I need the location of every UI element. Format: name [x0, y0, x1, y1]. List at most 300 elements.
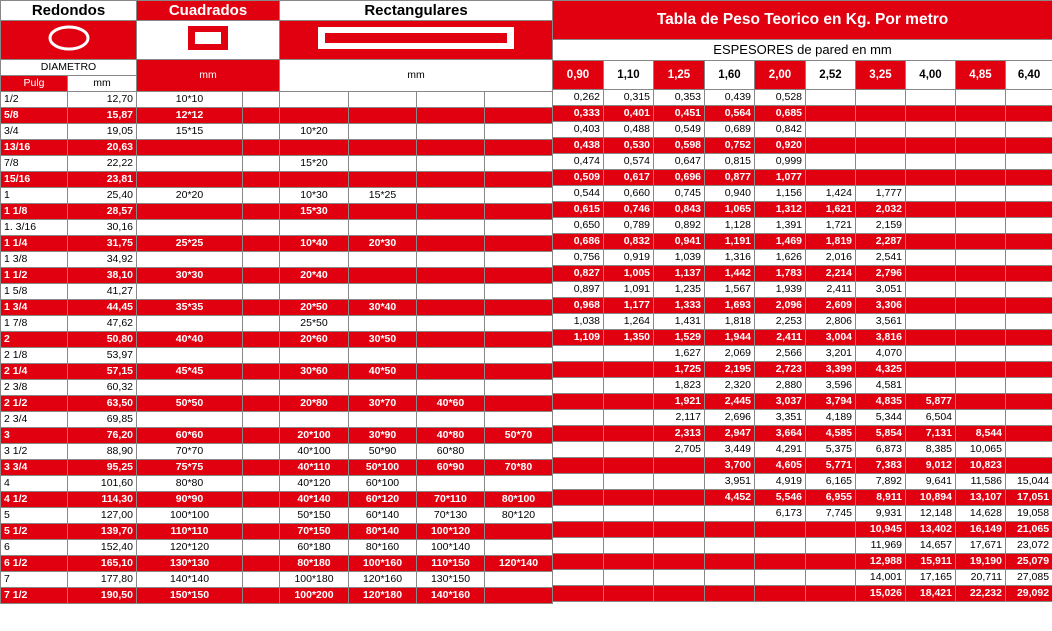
weight-cell: 2,117 — [654, 410, 705, 426]
square-size-cell — [137, 252, 243, 268]
rect-size-cell — [417, 236, 485, 252]
rect-size-cell — [280, 284, 349, 300]
profile-row — [1, 124, 553, 140]
square-size-cell — [137, 220, 243, 236]
weight-cell: 2,253 — [755, 314, 806, 330]
weight-cell — [604, 426, 654, 442]
weight-cell: 2,159 — [856, 218, 906, 234]
rect-size-cell: 70*80 — [485, 460, 553, 476]
square-spacer-cell — [243, 396, 280, 412]
weight-cell — [604, 522, 654, 538]
weight-cell — [1006, 330, 1052, 346]
weight-row — [553, 586, 1052, 602]
rect-size-cell: 50*150 — [280, 508, 349, 524]
rect-size-cell: 80*140 — [349, 524, 417, 540]
weight-cell: 1,128 — [705, 218, 755, 234]
weight-cell: 1,431 — [654, 314, 705, 330]
weight-cell — [906, 346, 956, 362]
pulg-cell: 7 — [1, 572, 68, 588]
weight-cell: 4,919 — [755, 474, 806, 490]
weight-cell — [1006, 298, 1052, 314]
square-spacer-cell — [243, 92, 280, 108]
square-spacer-cell — [243, 524, 280, 540]
weight-cell: 0,315 — [604, 90, 654, 106]
diameter-mm-cell: 25,40 — [68, 188, 137, 204]
rect-size-cell — [485, 188, 553, 204]
diameter-mm-cell: 47,62 — [68, 316, 137, 332]
weight-cell — [806, 90, 856, 106]
profile-row — [1, 236, 553, 252]
weight-cell — [906, 186, 956, 202]
rect-size-cell: 20*50 — [280, 300, 349, 316]
weight-cell: 10,894 — [906, 490, 956, 506]
rect-size-cell — [417, 140, 485, 156]
weight-cell — [956, 154, 1006, 170]
rect-size-cell — [349, 172, 417, 188]
weight-row — [553, 346, 1052, 362]
square-mm-label: mm — [137, 60, 280, 92]
square-size-cell: 50*50 — [137, 396, 243, 412]
square-spacer-cell — [243, 300, 280, 316]
rect-size-cell — [349, 156, 417, 172]
rect-size-cell: 10*20 — [280, 124, 349, 140]
rect-size-cell — [485, 252, 553, 268]
pulg-cell: 5 1/2 — [1, 524, 68, 540]
square-spacer-cell — [243, 252, 280, 268]
rect-size-cell — [485, 236, 553, 252]
weight-cell: 2,313 — [654, 426, 705, 442]
weight-cell: 23,072 — [1006, 538, 1052, 554]
rect-size-cell — [417, 124, 485, 140]
rect-size-cell: 120*160 — [349, 572, 417, 588]
weight-cell — [654, 458, 705, 474]
rect-size-cell — [485, 476, 553, 492]
weight-cell — [553, 538, 604, 554]
weight-cell — [956, 218, 1006, 234]
weight-cell: 3,449 — [705, 442, 755, 458]
weight-cell — [806, 554, 856, 570]
weight-cell: 2,445 — [705, 394, 755, 410]
weight-cell: 0,647 — [654, 154, 705, 170]
weight-cell — [553, 506, 604, 522]
weight-cell — [956, 250, 1006, 266]
weight-cell: 12,988 — [856, 554, 906, 570]
rect-size-cell — [417, 268, 485, 284]
weight-cell — [956, 362, 1006, 378]
weight-cell — [806, 586, 856, 602]
square-spacer-cell — [243, 460, 280, 476]
weight-cell: 4,189 — [806, 410, 856, 426]
square-size-cell — [137, 140, 243, 156]
weight-cell: 0,968 — [553, 298, 604, 314]
weight-cell: 3,561 — [856, 314, 906, 330]
profile-row — [1, 412, 553, 428]
weight-cell: 1,156 — [755, 186, 806, 202]
weight-cell: 1,567 — [705, 282, 755, 298]
weight-cell: 0,564 — [705, 106, 755, 122]
rect-mm-label: mm — [280, 60, 553, 92]
weight-cell — [1006, 426, 1052, 442]
rect-size-cell — [417, 364, 485, 380]
thickness-header-1-25: 1,25 — [654, 61, 705, 90]
profile-row — [1, 300, 553, 316]
profile-row — [1, 156, 553, 172]
rect-size-cell: 120*180 — [349, 588, 417, 604]
profile-row — [1, 92, 553, 108]
weight-cell: 15,026 — [856, 586, 906, 602]
thickness-header-4-85: 4,85 — [956, 61, 1006, 90]
pulg-cell: 4 1/2 — [1, 492, 68, 508]
rect-size-cell — [485, 156, 553, 172]
pulg-cell: 2 1/2 — [1, 396, 68, 412]
weight-cell: 0,528 — [755, 90, 806, 106]
weight-row — [553, 314, 1052, 330]
rect-size-cell: 80*120 — [485, 508, 553, 524]
weight-cell — [906, 282, 956, 298]
weight-cell: 2,096 — [755, 298, 806, 314]
weight-cell: 2,806 — [806, 314, 856, 330]
weight-cell — [856, 90, 906, 106]
diameter-mm-cell: 31,75 — [68, 236, 137, 252]
rect-size-cell — [349, 92, 417, 108]
rect-size-cell: 30*70 — [349, 396, 417, 412]
weight-cell: 0,488 — [604, 122, 654, 138]
weight-cell — [1006, 218, 1052, 234]
weight-cell — [906, 234, 956, 250]
rect-size-cell — [349, 268, 417, 284]
square-spacer-cell — [243, 444, 280, 460]
weight-cell: 2,016 — [806, 250, 856, 266]
weight-cell: 18,421 — [906, 586, 956, 602]
weight-cell — [604, 410, 654, 426]
pulg-cell: 3 1/2 — [1, 444, 68, 460]
weight-cell: 2,541 — [856, 250, 906, 266]
pulg-cell: 2 1/4 — [1, 364, 68, 380]
weight-row — [553, 570, 1052, 586]
weight-cell — [553, 378, 604, 394]
weight-cell — [956, 202, 1006, 218]
weight-row — [553, 234, 1052, 250]
diameter-mm-cell: 19,05 — [68, 124, 137, 140]
weight-cell — [956, 170, 1006, 186]
weight-cell: 11,586 — [956, 474, 1006, 490]
square-size-cell — [137, 380, 243, 396]
rect-size-cell: 40*100 — [280, 444, 349, 460]
square-spacer-cell — [243, 284, 280, 300]
diameter-mm-cell: 95,25 — [68, 460, 137, 476]
rect-size-cell: 15*30 — [280, 204, 349, 220]
square-size-cell — [137, 204, 243, 220]
weight-cell: 1,627 — [654, 346, 705, 362]
cuadrados-header: Cuadrados — [137, 1, 280, 21]
square-spacer-cell — [243, 204, 280, 220]
rect-size-cell: 20*100 — [280, 428, 349, 444]
weight-cell — [654, 490, 705, 506]
square-size-cell: 20*20 — [137, 188, 243, 204]
weight-cell — [906, 154, 956, 170]
weight-cell — [806, 154, 856, 170]
weight-cell: 0,919 — [604, 250, 654, 266]
square-size-cell: 30*30 — [137, 268, 243, 284]
weight-cell — [906, 266, 956, 282]
diameter-mm-cell: 127,00 — [68, 508, 137, 524]
rect-size-cell — [417, 300, 485, 316]
profile-row — [1, 396, 553, 412]
weight-cell — [1006, 346, 1052, 362]
weight-cell: 14,657 — [906, 538, 956, 554]
square-size-cell: 120*120 — [137, 540, 243, 556]
weight-cell — [755, 538, 806, 554]
thickness-header-1-10: 1,10 — [604, 61, 654, 90]
weight-cell: 10,823 — [956, 458, 1006, 474]
pulg-cell: 3 — [1, 428, 68, 444]
weight-cell: 0,746 — [604, 202, 654, 218]
thickness-header-6-40: 6,40 — [1006, 61, 1052, 90]
rect-size-cell: 110*150 — [417, 556, 485, 572]
weight-cell — [553, 394, 604, 410]
weight-cell: 1,693 — [705, 298, 755, 314]
square-spacer-cell — [243, 316, 280, 332]
weight-row — [553, 426, 1052, 442]
rect-size-cell — [485, 316, 553, 332]
profiles-body — [1, 92, 553, 604]
weight-cell: 0,940 — [705, 186, 755, 202]
weight-cell: 7,383 — [856, 458, 906, 474]
weight-cell: 1,777 — [856, 186, 906, 202]
rect-size-cell — [280, 140, 349, 156]
weight-cell — [604, 394, 654, 410]
weight-cell — [956, 234, 1006, 250]
rect-size-cell — [417, 156, 485, 172]
profile-row — [1, 284, 553, 300]
weight-cell — [906, 90, 956, 106]
weight-cell: 4,070 — [856, 346, 906, 362]
rect-size-cell — [349, 220, 417, 236]
profile-row — [1, 492, 553, 508]
rect-size-cell: 20*40 — [280, 268, 349, 284]
weight-cell: 0,660 — [604, 186, 654, 202]
rect-size-cell: 120*140 — [485, 556, 553, 572]
square-size-cell — [137, 284, 243, 300]
rect-size-cell: 70*110 — [417, 492, 485, 508]
weight-cell: 0,333 — [553, 106, 604, 122]
weight-cell — [604, 458, 654, 474]
pulg-cell: 2 — [1, 332, 68, 348]
pulg-cell: 4 — [1, 476, 68, 492]
profile-row — [1, 220, 553, 236]
square-size-cell — [137, 316, 243, 332]
weights-table — [552, 0, 1052, 602]
weight-cell: 0,401 — [604, 106, 654, 122]
square-spacer-cell — [243, 508, 280, 524]
weight-row — [553, 106, 1052, 122]
square-size-cell: 10*10 — [137, 92, 243, 108]
weight-cell: 1,235 — [654, 282, 705, 298]
rect-size-cell: 10*30 — [280, 188, 349, 204]
profile-row — [1, 332, 553, 348]
square-size-cell — [137, 156, 243, 172]
weight-cell: 0,756 — [553, 250, 604, 266]
rect-size-cell — [280, 252, 349, 268]
profile-row — [1, 316, 553, 332]
diameter-mm-cell: 139,70 — [68, 524, 137, 540]
weight-cell — [856, 170, 906, 186]
rect-size-cell: 20*60 — [280, 332, 349, 348]
weight-cell — [906, 138, 956, 154]
rect-size-cell — [485, 172, 553, 188]
pulg-cell: 7/8 — [1, 156, 68, 172]
square-size-cell: 75*75 — [137, 460, 243, 476]
weight-cell: 9,012 — [906, 458, 956, 474]
rect-size-cell: 30*90 — [349, 428, 417, 444]
weight-cell — [806, 538, 856, 554]
weight-row — [553, 458, 1052, 474]
weight-cell: 5,344 — [856, 410, 906, 426]
weight-cell: 0,353 — [654, 90, 705, 106]
square-size-cell — [137, 348, 243, 364]
weight-row — [553, 362, 1052, 378]
rect-size-cell: 15*25 — [349, 188, 417, 204]
weight-cell: 13,402 — [906, 522, 956, 538]
weight-cell: 1,529 — [654, 330, 705, 346]
rect-size-cell — [280, 412, 349, 428]
weight-cell: 1,038 — [553, 314, 604, 330]
weight-cell — [553, 458, 604, 474]
rect-size-cell — [280, 348, 349, 364]
weight-cell — [906, 106, 956, 122]
weight-cell — [956, 186, 1006, 202]
rect-size-cell: 50*90 — [349, 444, 417, 460]
weight-cell: 3,351 — [755, 410, 806, 426]
thickness-header-1-60: 1,60 — [705, 61, 755, 90]
weight-cell — [1006, 122, 1052, 138]
pulg-cell: 1 3/4 — [1, 300, 68, 316]
weight-cell — [856, 106, 906, 122]
weight-cell: 1,626 — [755, 250, 806, 266]
weight-cell: 1,091 — [604, 282, 654, 298]
profile-row — [1, 460, 553, 476]
diameter-mm-cell: 60,32 — [68, 380, 137, 396]
weight-cell: 2,705 — [654, 442, 705, 458]
diameter-mm-cell: 23,81 — [68, 172, 137, 188]
weight-cell — [553, 410, 604, 426]
diameter-mm-cell: 190,50 — [68, 588, 137, 604]
weight-cell: 4,325 — [856, 362, 906, 378]
rect-size-cell — [485, 396, 553, 412]
weight-cell: 13,107 — [956, 490, 1006, 506]
weight-cell: 3,004 — [806, 330, 856, 346]
weight-cell — [956, 122, 1006, 138]
weight-cell: 22,232 — [956, 586, 1006, 602]
weight-cell: 0,262 — [553, 90, 604, 106]
weight-cell: 4,585 — [806, 426, 856, 442]
profile-row — [1, 380, 553, 396]
square-spacer-cell — [243, 556, 280, 572]
rect-size-cell: 80*180 — [280, 556, 349, 572]
square-size-cell: 45*45 — [137, 364, 243, 380]
pulg-cell: 2 1/8 — [1, 348, 68, 364]
square-spacer-cell — [243, 428, 280, 444]
weight-cell: 2,723 — [755, 362, 806, 378]
weight-cell: 16,149 — [956, 522, 1006, 538]
weight-cell: 2,411 — [806, 282, 856, 298]
diameter-mm-cell: 38,10 — [68, 268, 137, 284]
weight-cell — [604, 378, 654, 394]
pulg-label: Pulg — [1, 76, 68, 92]
rect-size-cell: 70*130 — [417, 508, 485, 524]
profile-row — [1, 140, 553, 156]
diameter-mm-cell: 69,85 — [68, 412, 137, 428]
weight-cell: 3,306 — [856, 298, 906, 314]
rect-size-cell — [485, 524, 553, 540]
square-size-cell — [137, 172, 243, 188]
diameter-mm-cell: 101,60 — [68, 476, 137, 492]
weight-cell: 1,109 — [553, 330, 604, 346]
diameter-mm-cell: 12,70 — [68, 92, 137, 108]
weight-cell: 0,686 — [553, 234, 604, 250]
weight-cell: 2,880 — [755, 378, 806, 394]
weight-cell: 0,843 — [654, 202, 705, 218]
pulg-cell: 1 1/8 — [1, 204, 68, 220]
weight-cell: 15,911 — [906, 554, 956, 570]
rect-size-cell: 70*150 — [280, 524, 349, 540]
weight-cell: 0,544 — [553, 186, 604, 202]
rect-size-cell: 100*140 — [417, 540, 485, 556]
pulg-cell: 1 5/8 — [1, 284, 68, 300]
weight-cell: 1,819 — [806, 234, 856, 250]
weight-cell: 2,411 — [755, 330, 806, 346]
rect-size-cell — [485, 124, 553, 140]
weight-row — [553, 442, 1052, 458]
weight-cell: 8,911 — [856, 490, 906, 506]
pulg-cell: 1/2 — [1, 92, 68, 108]
weight-cell — [604, 490, 654, 506]
square-spacer-cell — [243, 492, 280, 508]
weight-cell — [1006, 410, 1052, 426]
rect-size-cell — [485, 332, 553, 348]
weight-cell — [856, 154, 906, 170]
weight-cell — [1006, 186, 1052, 202]
rect-size-cell: 80*100 — [485, 492, 553, 508]
weight-cell: 0,474 — [553, 154, 604, 170]
weight-cell — [1006, 282, 1052, 298]
rect-size-cell: 30*40 — [349, 300, 417, 316]
weight-cell — [553, 490, 604, 506]
weight-cell — [956, 90, 1006, 106]
diameter-mm-cell: 63,50 — [68, 396, 137, 412]
weight-cell — [1006, 250, 1052, 266]
weight-cell: 2,069 — [705, 346, 755, 362]
profile-row — [1, 572, 553, 588]
rectangular-tube-icon — [280, 21, 553, 60]
weight-cell: 1,818 — [705, 314, 755, 330]
diameter-mm-cell: 53,97 — [68, 348, 137, 364]
weight-cell: 0,999 — [755, 154, 806, 170]
weight-cell — [705, 506, 755, 522]
weight-cell — [806, 138, 856, 154]
rect-size-cell: 20*80 — [280, 396, 349, 412]
weight-cell: 3,399 — [806, 362, 856, 378]
weight-cell: 12,148 — [906, 506, 956, 522]
weight-cell: 0,530 — [604, 138, 654, 154]
rect-size-cell: 20*30 — [349, 236, 417, 252]
weight-row — [553, 282, 1052, 298]
diameter-mm-cell: 41,27 — [68, 284, 137, 300]
rect-size-cell — [349, 412, 417, 428]
rect-size-cell — [349, 380, 417, 396]
rect-size-cell — [485, 108, 553, 124]
rect-size-cell — [349, 140, 417, 156]
